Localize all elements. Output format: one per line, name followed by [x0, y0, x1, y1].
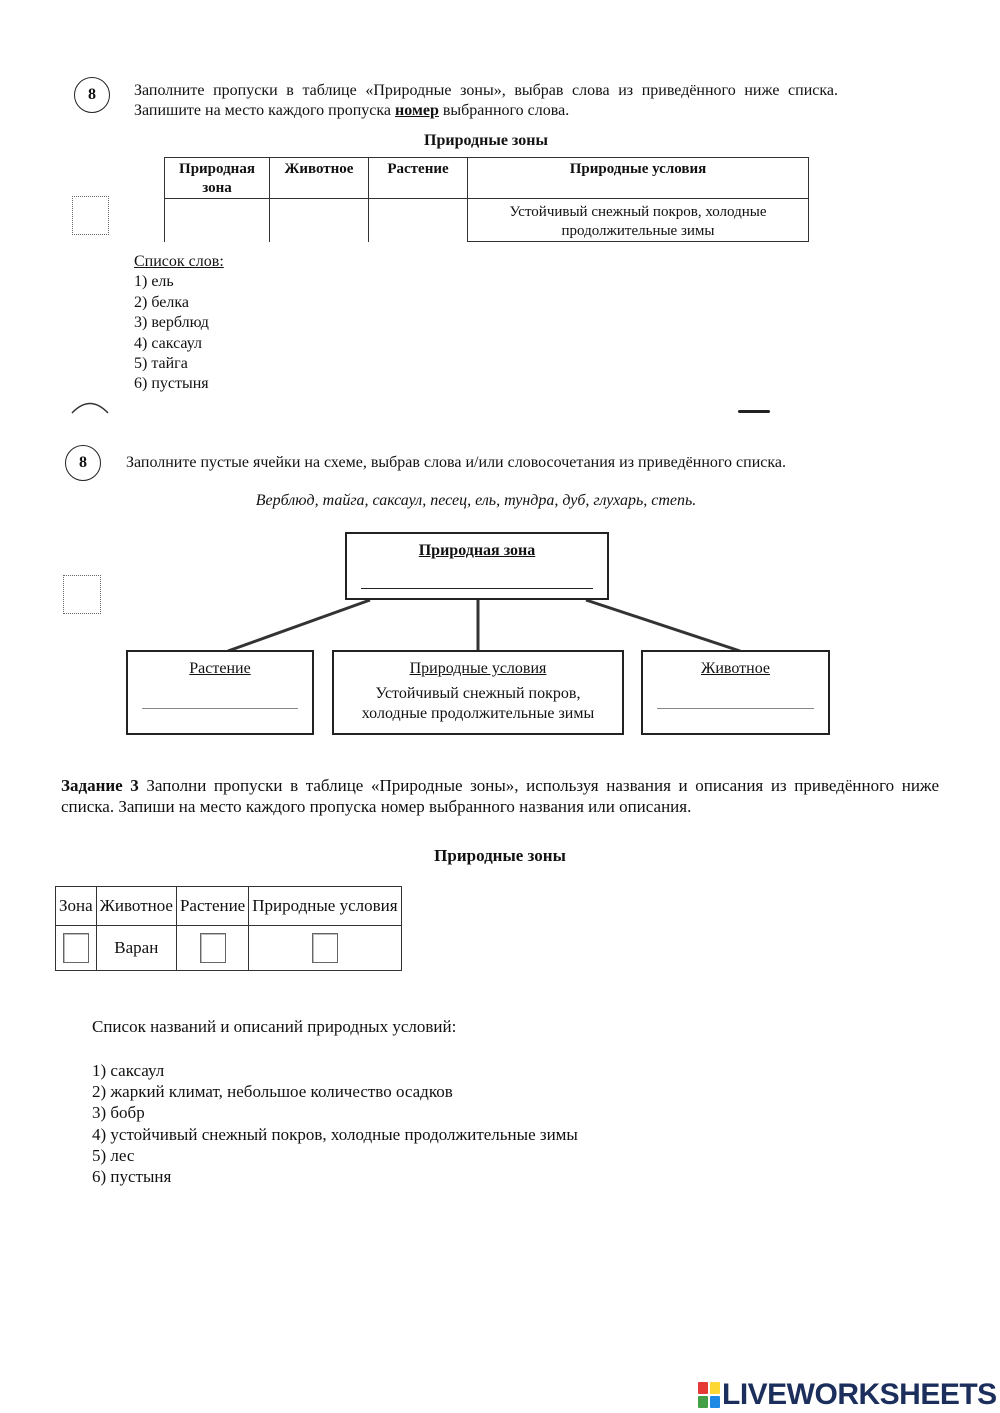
list-item: 1) ель — [134, 273, 174, 291]
task2-number-badge: 8 — [65, 445, 101, 481]
cropped-circle-fragment — [68, 398, 112, 414]
task1-cell-zone — [165, 199, 270, 242]
list-item: 3) верблюд — [134, 314, 209, 332]
liveworksheets-logo — [698, 1378, 997, 1412]
task1-cell-plant — [369, 199, 468, 242]
task1-table-title: Природные зоны — [424, 132, 548, 149]
task1-cell-animal — [270, 199, 369, 242]
task3-zone-input[interactable] — [63, 933, 89, 963]
task1-table — [164, 157, 809, 242]
task1-cell-conditions: Устойчивый снежный покров, холодные продолжительные зимы — [468, 199, 809, 242]
task1-header-zone: Природная зона — [165, 158, 270, 199]
task3-cell-animal: Варан — [96, 926, 176, 971]
task3-cell-plant — [176, 926, 248, 971]
task3-header-animal: Животное — [96, 887, 176, 926]
task1-answer-input[interactable] — [72, 196, 109, 235]
task1-word-list — [134, 252, 224, 395]
task2-word-list: Верблюд, тайга, саксаул, песец, ель, тундра, дуб, глухарь, степь. — [255, 492, 697, 509]
scheme-box-plant — [126, 650, 314, 735]
task3-header-zone: Зона — [56, 887, 97, 926]
logo-text: LIVEWORKSHEETS — [722, 1378, 997, 1411]
list-item: 5) тайга — [134, 355, 188, 373]
task1-header-plant: Растение — [369, 158, 468, 199]
scheme-box-conditions — [332, 650, 624, 735]
connector-left — [228, 600, 370, 651]
scheme-conditions-text: Устойчивый снежный покров, холодные продолжительные зимы — [361, 685, 595, 722]
list-item: 6) пустыня — [134, 375, 209, 393]
task1-instruction: Заполните пропуски в таблице «Природные зоны», выбрав слова из приведённого ниже списка. Запишите на место каждого пропуска номер выбранного слова. — [134, 82, 838, 119]
task3-header-plant: Растение — [176, 887, 248, 926]
scheme-conditions-title: Природные условия — [409, 660, 547, 677]
list-item: 4) устойчивый снежный покров, холодные продолжительные зимы — [92, 1124, 578, 1144]
list-item: 2) жаркий климат, небольшое количество осадков — [92, 1082, 453, 1102]
task3-header-conditions: Природные условия — [249, 887, 401, 926]
task1-number-badge: 8 — [74, 77, 110, 113]
list-item: 1) саксаул — [92, 1061, 165, 1080]
task2-answer-input[interactable] — [63, 575, 101, 614]
list-item: 2) белка — [134, 293, 189, 311]
scheme-zone-answer-line — [361, 588, 593, 589]
task3-list — [92, 1060, 578, 1187]
list-item: 6) пустыня — [92, 1167, 172, 1187]
task2-instruction: Заполните пустые ячейки на схеме, выбрав слова и/или словосочетания из приведённого списка. — [126, 454, 786, 471]
list-item: 3) бобр — [92, 1103, 145, 1123]
task3-plant-input[interactable] — [200, 933, 226, 963]
cropped-line-fragment — [738, 410, 770, 413]
scheme-box-animal — [641, 650, 830, 735]
logo-icon — [698, 1382, 720, 1408]
task3-conditions-input[interactable] — [312, 933, 338, 963]
scheme-plant-answer-line — [142, 708, 298, 709]
list-item: 4) саксаул — [134, 334, 202, 352]
task1-list-title: Список слов: — [134, 253, 224, 270]
task3-list-title: Список названий и описаний природных условий: — [92, 1017, 457, 1036]
connector-right — [586, 600, 740, 651]
task3-cell-conditions — [249, 926, 401, 971]
task3-table — [55, 886, 402, 971]
list-item: 5) лес — [92, 1145, 135, 1165]
scheme-animal-title: Животное — [701, 660, 770, 677]
scheme-plant-title: Растение — [189, 660, 251, 677]
task1-header-conditions: Природные условия — [468, 158, 809, 199]
task3-instruction: Задание 3 Заполни пропуски в таблице «Природные зоны», используя названия и описания из приведённого ниже списка. Запиши на место каждого пропуска номер выбранного названия или описания. — [61, 776, 939, 816]
scheme-zone-title: Природная зона — [418, 542, 536, 559]
task3-cell-zone — [56, 926, 97, 971]
task3-table-title: Природные зоны — [434, 846, 566, 865]
scheme-box-zone — [345, 532, 609, 600]
scheme-animal-answer-line — [657, 708, 814, 709]
task1-header-animal: Животное — [270, 158, 369, 199]
